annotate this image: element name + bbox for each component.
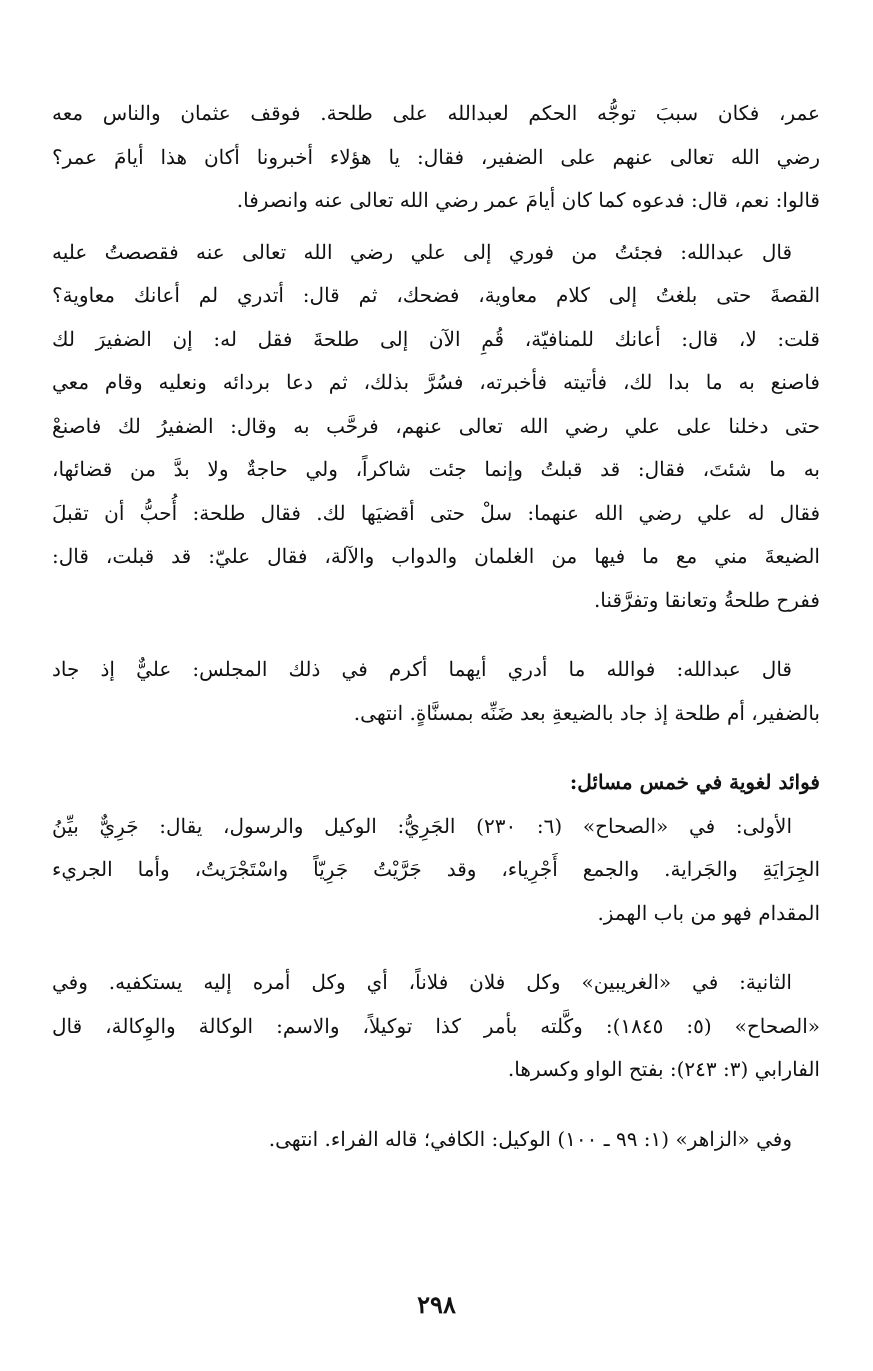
text-line: الجِرَايَةِ والجَراية. والجمع أَجْرِياء، وقد جَرَّيْتُ جَرِيّاً واسْتَجْرَيتُ، وأما الجريء: [52, 857, 820, 881]
paragraph-3: [52, 648, 820, 735]
text-line: المقدام فهو من باب الهمز.: [597, 900, 820, 925]
text-line: قلت: لا، قال: أعانك للمنافيّة، قُمِ الآن إلى طلحةَ فقل له: إن الضفيرَ لك: [52, 326, 820, 351]
text-line: ففرح طلحةُ وتعانقا وتفرَّقنا.: [593, 587, 820, 612]
text-line: «الصحاح» (٥: ١٨٤٥): وكَّلته بأمر كذا توكيلاً، والاسم: الوكالة والوِكالة، قال: [52, 1013, 820, 1038]
paragraph-1: [52, 92, 820, 223]
text-line: رضي الله تعالى عنهم على الضفير، فقال: يا هؤلاء أخبرونا أكان هذا أيامَ عمر؟: [52, 144, 820, 169]
paragraph-2: [52, 231, 820, 623]
text-line: الفارابي (٣: ٢٤٣): بفتح الواو وكسرها.: [507, 1057, 820, 1081]
text-line: قال عبدالله: فوالله ما أدري أيهما أكرم في ذلك المجلس: عليٌّ إذ جاد: [52, 657, 792, 681]
heading-line: فوائد لغوية في خمس مسائل:: [569, 770, 820, 794]
page-body: [52, 92, 820, 1161]
paragraph-5: [52, 961, 820, 1092]
text-line: القصةَ حتى بلغتُ إلى كلام معاوية، فضحك، ثم قال: أتدري لم أعانك معاوية؟: [52, 283, 820, 307]
text-line: وفي «الزاهر» (١: ٩٩ ـ ١٠٠) الوكيل: الكافي؛ قاله الفراء. انتهى.: [268, 1126, 792, 1151]
text-line: بالضفير، أم طلحة إذ جاد بالضيعةِ بعد ضَنِّه بمسنَّاةٍ. انتهى.: [353, 700, 820, 725]
text-line: به ما شئتَ، فقال: قد قبلتُ وإنما جئت شاكراً، ولي حاجةٌ ولا بدَّ من قضائها،: [52, 457, 820, 481]
section-heading: [52, 761, 820, 805]
text-line: قال عبدالله: فجئتُ من فوري إلى علي رضي الله تعالى عنه فقصصتُ عليه: [52, 239, 792, 264]
text-line: عمر، فكان سببَ توجُّه الحكم لعبدالله على طلحة. فوقف عثمان والناس معه: [52, 101, 820, 125]
text-line: فاصنع به ما بدا لك، فأتيته فأخبرته، فسُرَّ بذلك، ثم دعا بردائه ونعليه وقام معي: [52, 370, 820, 394]
text-line: حتى دخلنا على علي رضي الله تعالى عنهم، فرحَّب به وقال: الضفيرُ لك فاصنعْ: [52, 413, 820, 438]
paragraph-4: [52, 805, 820, 936]
text-line: الأولى: في «الصحاح» (٦: ٢٣٠) الجَرِيُّ: الوكيل والرسول، يقال: جَرِيٌّ بيِّنُ: [52, 813, 792, 838]
paragraph-6: [52, 1118, 820, 1162]
text-line: الثانية: في «الغريبين» وكل فلان فلاناً، أي وكل أمره إليه يستكفيه. وفي: [52, 970, 792, 994]
page-number: ٢٩٨: [417, 1290, 456, 1319]
text-line: الضيعةَ مني مع ما فيها من الغلمان والدواب والآلة، فقال عليّ: قد قبلت، قال:: [52, 544, 820, 568]
text-line: قالوا: نعم، قال: فدعوه كما كان أيامَ عمر رضي الله تعالى عنه وانصرفا.: [236, 188, 820, 212]
text-line: فقال له علي رضي الله عنهما: سلْ حتى أقضيَها لك. فقال طلحة: أُحبُّ أن تقبلَ: [52, 500, 820, 525]
